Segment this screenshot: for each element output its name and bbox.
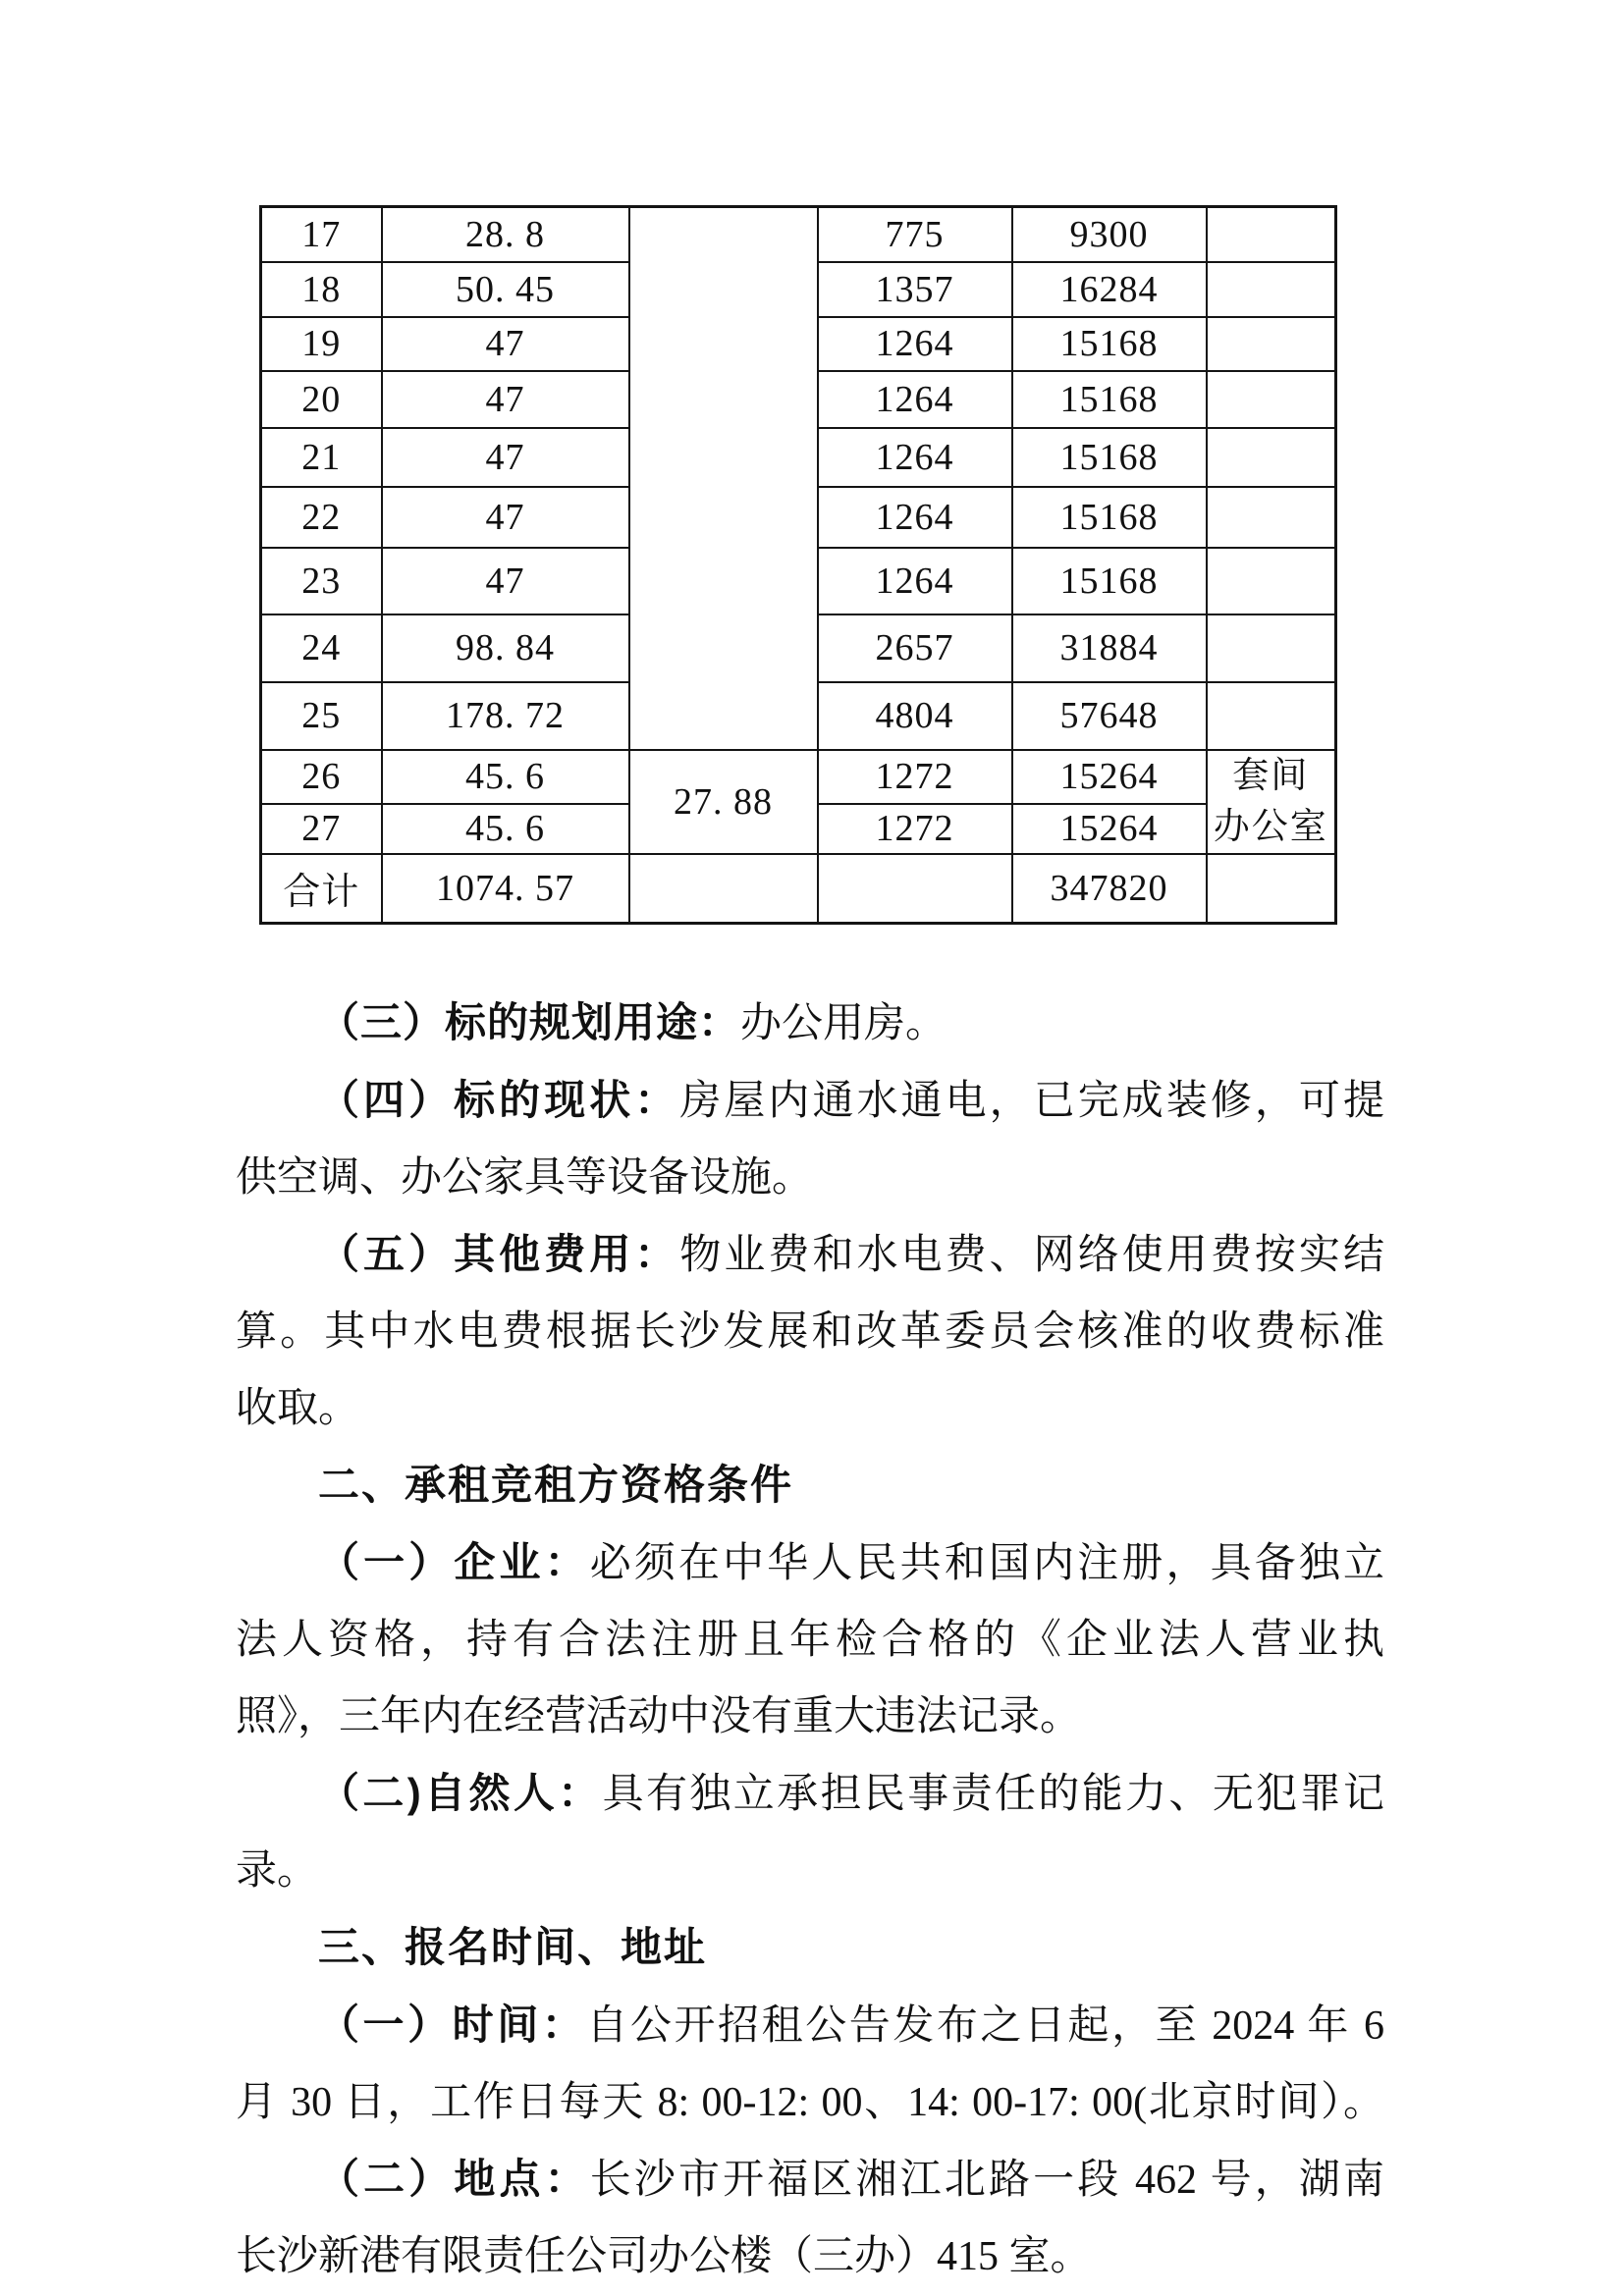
cell-unit-no: 22 (261, 487, 382, 548)
para-location-end (236, 2218, 1384, 2295)
cell-annual-rent: 15168 (1012, 371, 1207, 428)
para-other-fees-end (236, 1370, 1384, 1447)
cell-monthly-rent: 4804 (818, 682, 1012, 750)
para-natural-person (236, 1755, 1384, 1833)
para-text: 收取。 (236, 1386, 360, 1431)
cell-unit-no: 26 (261, 750, 382, 804)
cell-monthly-rent: 1264 (818, 428, 1012, 487)
para-label: （四）标的现状： (318, 1077, 680, 1123)
cell-note-suite-office (1207, 750, 1336, 854)
cell-note-empty (1207, 548, 1336, 614)
cell-total-area: 1074. 57 (382, 854, 629, 924)
para-natural-person-end (236, 1833, 1384, 1909)
cell-annual-rent: 16284 (1012, 262, 1207, 317)
cell-area: 47 (382, 487, 629, 548)
cell-note-empty (1207, 487, 1336, 548)
para-text: 具有独立承担民事责任的能力、无犯罪记 (602, 1772, 1384, 1817)
para-label: （二）地点： (318, 2156, 590, 2202)
cell-monthly-rent: 1264 (818, 371, 1012, 428)
cell-area: 50. 45 (382, 262, 629, 317)
cell-area: 178. 72 (382, 682, 629, 750)
para-other-fees (236, 1216, 1384, 1294)
cell-unit-no: 20 (261, 371, 382, 428)
para-text: 法人资格，持有合法注册且年检合格的《企业法人营业执 (236, 1618, 1384, 1663)
cell-unit-no: 19 (261, 317, 382, 371)
heading-label: 三、报名时间、地址 (318, 1924, 708, 1970)
cell-unit-no: 17 (261, 207, 382, 262)
para-location (236, 2141, 1384, 2218)
cell-annual-rent: 57648 (1012, 682, 1207, 750)
cell-area: 47 (382, 317, 629, 371)
para-enterprise-cont (236, 1602, 1384, 1679)
cell-note-empty (1207, 262, 1336, 317)
cell-area: 98. 84 (382, 614, 629, 682)
para-label: （五）其他费用： (318, 1231, 680, 1277)
cell-shared-area: 27. 88 (629, 750, 818, 854)
para-time-cont (236, 2064, 1384, 2141)
cell-area: 47 (382, 548, 629, 614)
cell-annual-rent: 15168 (1012, 317, 1207, 371)
cell-area: 45. 6 (382, 804, 629, 854)
cell-monthly-rent: 1357 (818, 262, 1012, 317)
table-row (261, 207, 1336, 262)
cell-unit-no: 23 (261, 548, 382, 614)
para-enterprise (236, 1524, 1384, 1602)
cell-annual-rent: 15264 (1012, 750, 1207, 804)
para-text: 照》，三年内在经营活动中没有重大违法记录。 (236, 1694, 1082, 1739)
heading-registration (236, 1909, 1384, 1987)
note-line: 办公室 (1213, 806, 1328, 847)
para-text: 办公用房。 (740, 1001, 947, 1046)
cell-annual-rent: 15168 (1012, 428, 1207, 487)
cell-annual-rent: 15168 (1012, 548, 1207, 614)
note-line: 套间 (1232, 755, 1310, 796)
table-row (261, 750, 1336, 804)
cell-unit-no: 25 (261, 682, 382, 750)
para-text: 自公开招租公告发布之日起，至 2024 年 6 (586, 2003, 1384, 2049)
cell-unit-no: 21 (261, 428, 382, 487)
table-total-row (261, 854, 1336, 924)
heading-label: 二、承租竞租方资格条件 (318, 1462, 794, 1508)
heading-qualifications (236, 1447, 1384, 1524)
para-label: （二)自然人： (318, 1770, 603, 1816)
para-current-state-cont (236, 1140, 1384, 1216)
para-text: 房屋内通水通电，已完成装修，可提 (679, 1079, 1384, 1124)
cell-unit-no: 24 (261, 614, 382, 682)
cell-annual-rent: 9300 (1012, 207, 1207, 262)
cell-total-label: 合计 (261, 854, 382, 924)
cell-unit-no: 27 (261, 804, 382, 854)
para-current-state (236, 1062, 1384, 1140)
cell-total-note-empty (1207, 854, 1336, 924)
para-text: 长沙市开福区湘江北路一段 462 号，湖南 (589, 2158, 1384, 2203)
cell-monthly-rent: 1272 (818, 750, 1012, 804)
cell-total-shared-empty (629, 854, 818, 924)
cell-total-annual: 347820 (1012, 854, 1207, 924)
body-text (236, 985, 1384, 2295)
para-text: 录。 (236, 1848, 319, 1894)
cell-shared-area-empty (629, 207, 818, 750)
para-time (236, 1987, 1384, 2064)
cell-note-empty (1207, 317, 1336, 371)
cell-annual-rent: 31884 (1012, 614, 1207, 682)
para-label: （一）企业： (318, 1539, 590, 1585)
para-text: 物业费和水电费、网络使用费按实结 (679, 1233, 1384, 1278)
cell-note-empty (1207, 428, 1336, 487)
cell-area: 47 (382, 371, 629, 428)
cell-area: 28. 8 (382, 207, 629, 262)
para-label: （三）标的规划用途： (318, 999, 741, 1045)
rental-units-table (259, 205, 1337, 925)
cell-note-empty (1207, 207, 1336, 262)
cell-note-empty (1207, 614, 1336, 682)
cell-monthly-rent: 1272 (818, 804, 1012, 854)
para-text: 月 30 日，工作日每天 8: 00-12: 00、14: 00-17: 00(北京时间）。 (236, 2080, 1384, 2125)
cell-monthly-rent: 1264 (818, 487, 1012, 548)
cell-area: 47 (382, 428, 629, 487)
para-planned-use (236, 985, 1384, 1062)
cell-monthly-rent: 775 (818, 207, 1012, 262)
cell-monthly-rent: 2657 (818, 614, 1012, 682)
para-other-fees-cont (236, 1294, 1384, 1370)
para-text: 长沙新港有限责任公司办公楼（三办）415 室。 (236, 2234, 1092, 2279)
cell-monthly-rent: 1264 (818, 548, 1012, 614)
para-text: 必须在中华人民共和国内注册，具备独立 (589, 1541, 1384, 1586)
cell-annual-rent: 15168 (1012, 487, 1207, 548)
para-label: （一）时间： (318, 2002, 587, 2048)
cell-monthly-rent: 1264 (818, 317, 1012, 371)
para-text: 算。其中水电费根据长沙发展和改革委员会核准的收费标准 (236, 1309, 1384, 1355)
cell-note-empty (1207, 371, 1336, 428)
cell-note-empty (1207, 682, 1336, 750)
cell-area: 45. 6 (382, 750, 629, 804)
para-enterprise-end (236, 1679, 1384, 1755)
cell-total-monthly-empty (818, 854, 1012, 924)
cell-annual-rent: 15264 (1012, 804, 1207, 854)
para-text: 供空调、办公家具等设备设施。 (236, 1155, 814, 1201)
cell-unit-no: 18 (261, 262, 382, 317)
